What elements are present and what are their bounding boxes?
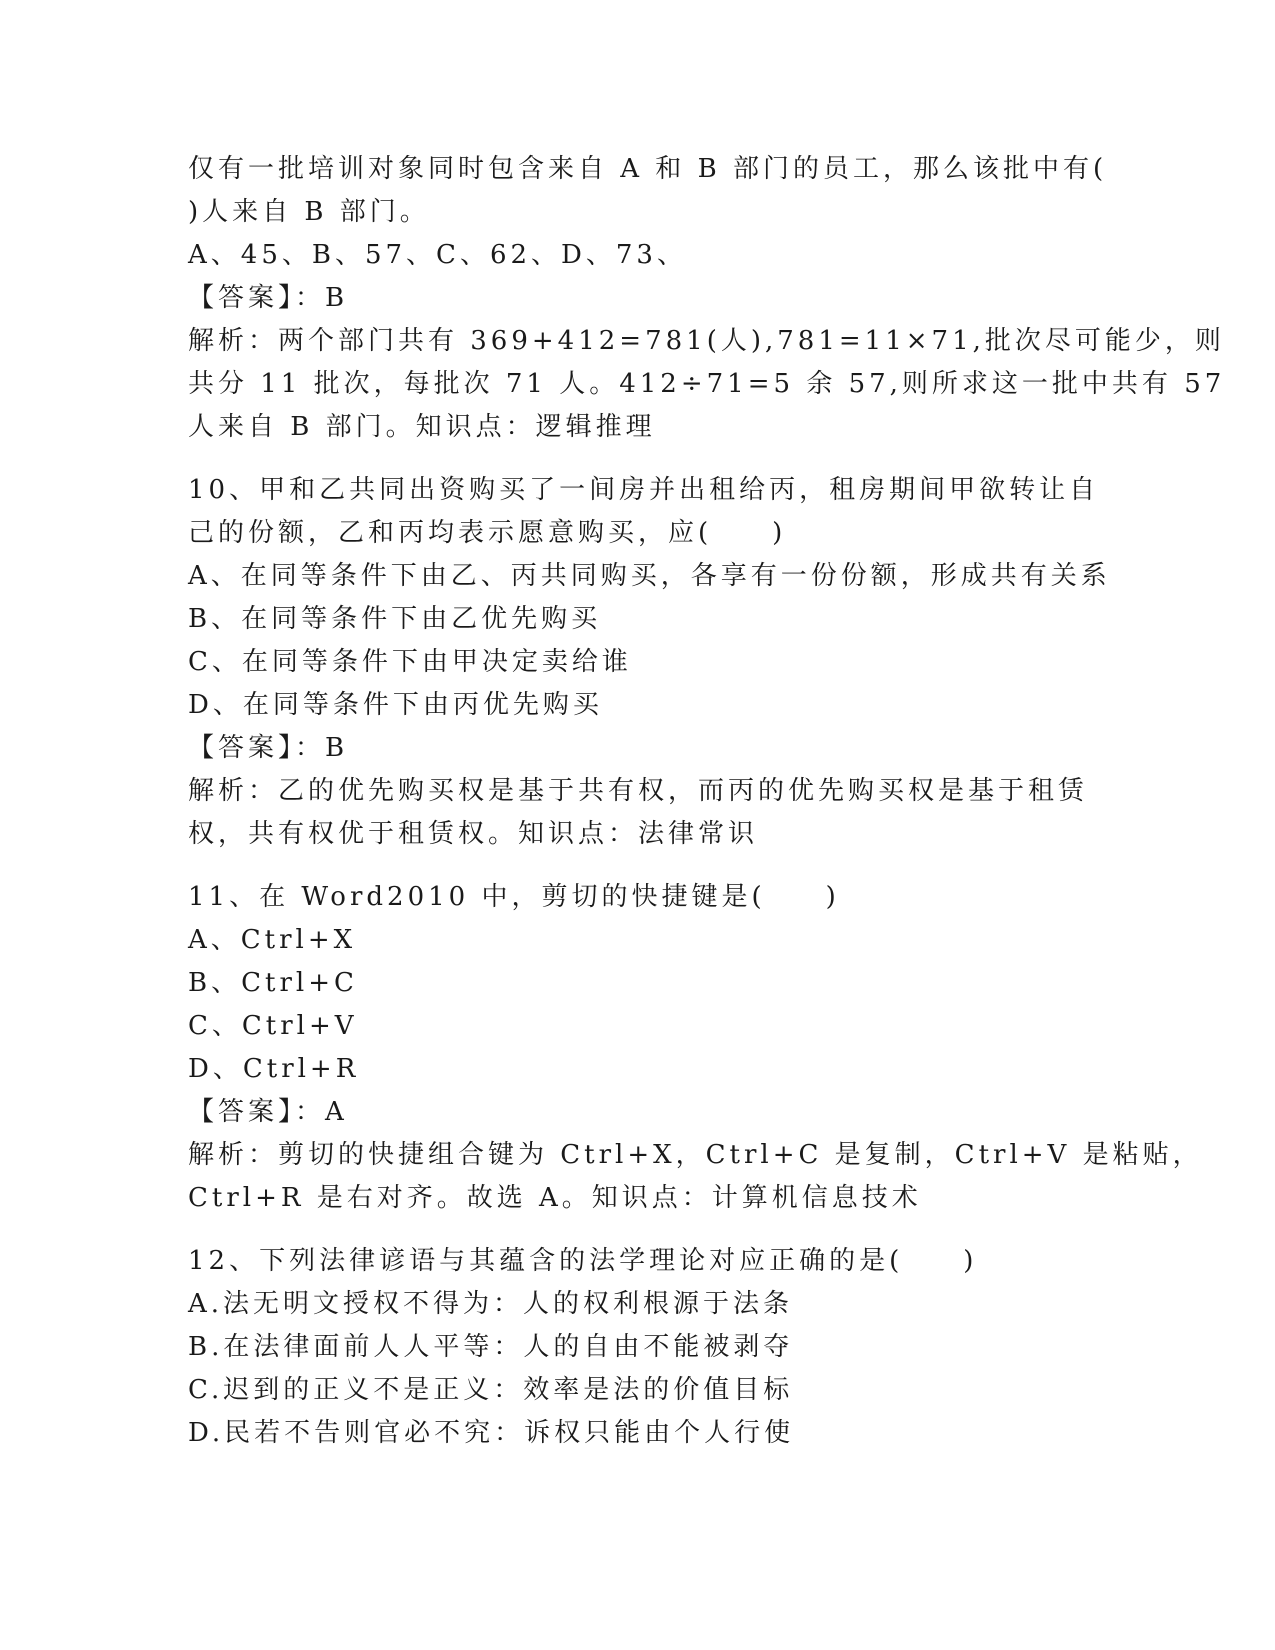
document-page — [188, 148, 1226, 1455]
options-line: A、45、B、57、C、62、D、73、 — [188, 240, 687, 270]
question-text-line: 己的份额，乙和丙均表示愿意购买，应( ) — [188, 518, 787, 548]
option-b: B、在同等条件下由乙优先购买 — [188, 604, 602, 634]
question-text-line: 11、在 Word2010 中，剪切的快捷键是( ) — [188, 882, 840, 912]
option-a: A、Ctrl+X — [188, 925, 357, 955]
question-11 — [188, 876, 1203, 1220]
question-text-line: 12、下列法律谚语与其蕴含的法学理论对应正确的是( ) — [188, 1246, 978, 1276]
option-d: D、Ctrl+R — [188, 1054, 360, 1084]
option-a: A、在同等条件下由乙、丙共同购买，各享有一份份额，形成共有关系 — [188, 561, 1111, 591]
analysis-line: 解析：乙的优先购买权是基于共有权，而丙的优先购买权是基于租赁 — [188, 776, 1089, 806]
question-text-line: 仅有一批培训对象同时包含来自 A 和 B 部门的员工，那么该批中有( — [188, 154, 1108, 184]
analysis-line: 人来自 B 部门。知识点：逻辑推理 — [188, 412, 656, 442]
option-d: D.民若不告则官必不究：诉权只能由个人行使 — [188, 1418, 795, 1448]
analysis-line: 解析：剪切的快捷组合键为 Ctrl+X，Ctrl+C 是复制，Ctrl+V 是粘贴， — [188, 1140, 1203, 1170]
option-d: D、在同等条件下由丙优先购买 — [188, 690, 603, 720]
option-b: B、Ctrl+C — [188, 968, 358, 998]
option-c: C、在同等条件下由甲决定卖给谁 — [188, 647, 632, 677]
option-a: A.法无明文授权不得为：人的权利根源于法条 — [188, 1289, 794, 1319]
question-text-line: )人来自 B 部门。 — [188, 197, 430, 227]
analysis-line: Ctrl+R 是右对齐。故选 A。知识点：计算机信息技术 — [188, 1183, 922, 1213]
question-10 — [188, 469, 1111, 856]
analysis-line: 权，共有权优于租赁权。知识点：法律常识 — [188, 819, 759, 849]
option-b: B.在法律面前人人平等：人的自由不能被剥夺 — [188, 1332, 794, 1362]
question-text-line: 10、甲和乙共同出资购买了一间房并出租给丙，租房期间甲欲转让自 — [188, 475, 1100, 505]
analysis-line: 解析：两个部门共有 369+412=781(人),781=11×71,批次尽可能少，则 — [188, 326, 1225, 356]
option-c: C、Ctrl+V — [188, 1011, 358, 1041]
answer-line: 【答案】：B — [188, 733, 349, 763]
answer-line: 【答案】：B — [188, 283, 349, 313]
option-c: C.迟到的正义不是正义：效率是法的价值目标 — [188, 1375, 794, 1405]
answer-line: 【答案】：A — [188, 1097, 348, 1127]
question-12 — [188, 1240, 1088, 1455]
question-9-tail — [188, 148, 1226, 449]
analysis-line: 共分 11 批次，每批次 71 人。412÷71=5 余 57,则所求这一批中共有 57 — [188, 369, 1226, 399]
